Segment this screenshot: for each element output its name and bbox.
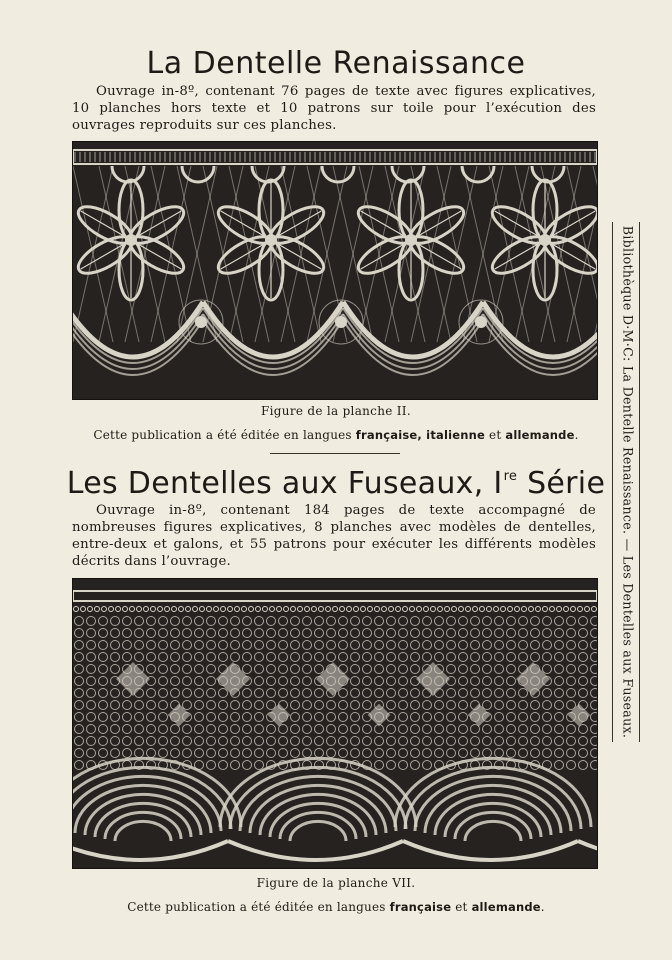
note-prefix: Cette publication a été éditée en langues — [93, 428, 356, 442]
section2-title-end: Série — [517, 466, 606, 501]
note-separator: et — [451, 900, 472, 914]
renaissance-lace-plate-image — [72, 141, 598, 400]
sidebar-library-reference: Bibliothèque D·M·C: La Dentelle Renaissance. — Les Dentelles aux Fuseaux. — [620, 225, 636, 739]
lace-pattern-graphic — [73, 150, 597, 375]
section1-description: Ouvrage in-8º, contenant 76 pages de texte avec figures explicatives, 10 planches hors texte et 10 patrons sur toile pour l’exécution des ouvrages reproduits sur ces planches. — [72, 84, 596, 133]
note-separator: et — [485, 428, 506, 442]
section-divider — [270, 453, 400, 454]
note-prefix: Cette publication a été éditée en langues — [127, 900, 390, 914]
section2-title — [0, 466, 672, 501]
language-italian: italienne — [426, 428, 486, 442]
lace-pattern-graphic — [73, 591, 597, 860]
section2-description: Ouvrage in-8º, contenant 184 pages de texte accompagné de nombreuses figures explicatives, 8 planches avec modèles de dentelles, entre-deux et galons, et 55 patrons pour exécuter les différents modèles décrits dans l’ouvrage. — [72, 503, 596, 569]
language-french: française — [355, 428, 418, 442]
note-separator: , — [417, 428, 427, 442]
note-end: . — [574, 428, 579, 442]
language-german: allemande — [505, 428, 575, 442]
section2-language-note — [0, 900, 672, 914]
language-french: française — [389, 900, 452, 914]
section2-title-main: Les Dentelles aux Fuseaux, I — [66, 466, 503, 501]
note-end: . — [540, 900, 545, 914]
section1-figure-caption: Figure de la planche II. — [261, 404, 411, 418]
language-german: allemande — [471, 900, 541, 914]
bobbin-lace-plate-image — [72, 578, 598, 869]
section2-title-superscript: re — [503, 469, 518, 484]
section1-title: La Dentelle Renaissance — [146, 46, 526, 81]
section2-figure-caption: Figure de la planche VII. — [256, 876, 416, 890]
section1-language-note — [0, 428, 672, 442]
